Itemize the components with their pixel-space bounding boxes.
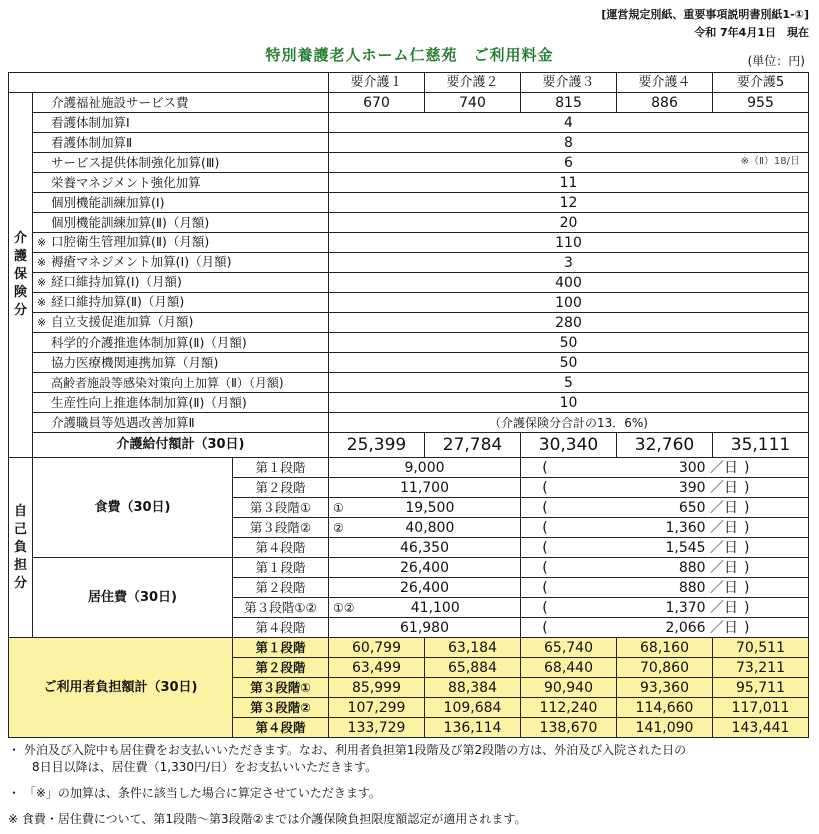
- page-title: 特別養護老人ホーム仁慈苑 ご利用料金: [265, 46, 554, 64]
- footnote: ・ 外泊及び入院中も居住費をお支払いいただきます。なお、利用者負担第1段階及び第2段階の方は、外泊及び入院された日の: [8, 743, 687, 757]
- amount-cell: ② 40,800: [329, 518, 521, 538]
- stage-label: 第４段階: [233, 618, 329, 638]
- fee-table: [8, 72, 809, 738]
- addition-row: [9, 173, 809, 193]
- row-label: 生産性向上推進体制加算(Ⅱ)（月額): [33, 393, 329, 413]
- addition-row: [9, 313, 809, 333]
- addition-row: [9, 333, 809, 353]
- user-total-cell: 88,384: [425, 678, 521, 698]
- col-care-level-3: 要介護３: [521, 73, 617, 93]
- amount-cell: 46,350: [329, 538, 521, 558]
- amount-cell: 9,000: [329, 458, 521, 478]
- stage-label: 第１段階: [233, 558, 329, 578]
- value-cell: 400: [329, 273, 809, 293]
- residence-row: [9, 558, 809, 578]
- insurance-total-row: [9, 433, 809, 458]
- stage-label: 第２段階: [233, 478, 329, 498]
- row-label: サービス提供体制強化加算(Ⅲ): [33, 153, 329, 173]
- row-label: ※ 口腔衛生管理加算(Ⅱ)（月額): [33, 233, 329, 253]
- user-total-cell: 133,729: [329, 718, 425, 738]
- value-cell: 815: [521, 93, 617, 113]
- user-total-cell: 93,360: [617, 678, 713, 698]
- self-pay-section-label: 自 己 負 担 分: [9, 458, 33, 638]
- user-total-cell: 65,740: [521, 638, 617, 658]
- food-label: 食費（30日): [33, 458, 233, 558]
- daily-rate-cell: ( 390 ／日 ): [521, 478, 809, 498]
- footnote: ・ 「※」の加算は、条件に該当した場合に算定させていただきます。: [8, 786, 381, 800]
- user-total-row: [9, 638, 809, 658]
- stage-label: 第３段階①②: [233, 598, 329, 618]
- addition-row: [9, 273, 809, 293]
- row-label: 個別機能訓練加算(Ⅰ): [33, 193, 329, 213]
- stage-label: 第３段階②: [233, 698, 329, 718]
- addition-row: [9, 373, 809, 393]
- stage-label: 第２段階: [233, 578, 329, 598]
- stage-label: 第１段階: [233, 638, 329, 658]
- user-total-cell: 141,090: [617, 718, 713, 738]
- daily-rate-cell: ( 880 ／日 ): [521, 578, 809, 598]
- value-cell: 8: [329, 133, 809, 153]
- user-total-cell: 70,511: [713, 638, 809, 658]
- row-label: ※ 自立支援促進加算（月額): [33, 313, 329, 333]
- daily-rate-cell: ( 880 ／日 ): [521, 558, 809, 578]
- addition-row: [9, 113, 809, 133]
- user-total-cell: 60,799: [329, 638, 425, 658]
- total-cell: 35,111: [713, 433, 809, 458]
- value-cell: 50: [329, 353, 809, 373]
- footnotes: [8, 742, 813, 828]
- document-reference: [運営規定別紙、重要事項説明書別紙1-①]: [601, 8, 809, 21]
- user-total-cell: 63,499: [329, 658, 425, 678]
- user-total-cell: 63,184: [425, 638, 521, 658]
- value-cell: 3: [329, 253, 809, 273]
- total-cell: 30,340: [521, 433, 617, 458]
- addition-row: [9, 253, 809, 273]
- row-label: 科学的介護推進体制加算(Ⅱ)（月額): [33, 333, 329, 353]
- header-row: [9, 73, 809, 93]
- amount-cell: ①② 41,100: [329, 598, 521, 618]
- stage-label: 第４段階: [233, 538, 329, 558]
- value-cell: 10: [329, 393, 809, 413]
- user-total-cell: 117,011: [713, 698, 809, 718]
- user-total-cell: 109,684: [425, 698, 521, 718]
- daily-rate-cell: ( 1,360 ／日 ): [521, 518, 809, 538]
- food-row: [9, 458, 809, 478]
- value-cell: 11: [329, 173, 809, 193]
- value-cell: （介護保険分合計の13．6%): [329, 413, 809, 433]
- daily-rate-cell: ( 2,066 ／日 ): [521, 618, 809, 638]
- total-cell: 32,760: [617, 433, 713, 458]
- row-label: ※ 経口維持加算(Ⅰ)（月額): [33, 273, 329, 293]
- value-cell: 100: [329, 293, 809, 313]
- addition-row: [9, 293, 809, 313]
- total-cell: 27,784: [425, 433, 521, 458]
- row-label: 看護体制加算Ⅰ: [33, 113, 329, 133]
- addition-row: [9, 153, 809, 173]
- row-label: 栄養マネジメント強化加算: [33, 173, 329, 193]
- row-label: 高齢者施設等感染対策向上加算（Ⅱ）（月額): [33, 373, 329, 393]
- amount-cell: ① 19,500: [329, 498, 521, 518]
- stage-label: 第４段階: [233, 718, 329, 738]
- row-label: 看護体制加算Ⅱ: [33, 133, 329, 153]
- stage-label: 第１段階: [233, 458, 329, 478]
- row-label: 個別機能訓練加算(Ⅱ)（月額): [33, 213, 329, 233]
- footnote: ※ 食費・居住費について、第1段階～第3段階②までは介護保険負担限度額認定が適用されます。: [8, 812, 527, 826]
- row-label: 協力医療機関連携加算（月額): [33, 353, 329, 373]
- user-total-cell: 136,114: [425, 718, 521, 738]
- residence-label: 居住費（30日): [33, 558, 233, 638]
- value-cell: 955: [713, 93, 809, 113]
- user-total-cell: 107,299: [329, 698, 425, 718]
- col-care-level-5: 要介護5: [713, 73, 809, 93]
- addition-row: [9, 413, 809, 433]
- addition-row: [9, 133, 809, 153]
- daily-rate-cell: ( 300 ／日 ): [521, 458, 809, 478]
- row-label: 介護福祉施設サービス費: [33, 93, 329, 113]
- amount-cell: 26,400: [329, 558, 521, 578]
- user-total-cell: 70,860: [617, 658, 713, 678]
- value-cell: 886: [617, 93, 713, 113]
- user-total-cell: 114,660: [617, 698, 713, 718]
- user-total-cell: 68,160: [617, 638, 713, 658]
- value-cell: 110: [329, 233, 809, 253]
- effective-date: 令和 7年4月1日 現在: [694, 26, 809, 39]
- value-cell: 5: [329, 373, 809, 393]
- footnote: 8日目以降は、居住費（1,330円/日）をお支払いいただきます。: [32, 760, 378, 774]
- amount-cell: 11,700: [329, 478, 521, 498]
- total-cell: 25,399: [329, 433, 425, 458]
- daily-rate-cell: ( 1,545 ／日 ): [521, 538, 809, 558]
- header-blank: [9, 73, 329, 93]
- daily-rate-cell: ( 650 ／日 ): [521, 498, 809, 518]
- service-note: ※（Ⅱ）18/日: [740, 156, 800, 167]
- user-total-cell: 112,240: [521, 698, 617, 718]
- insurance-base-row: [9, 93, 809, 113]
- value-cell: 670: [329, 93, 425, 113]
- unit-label: (単位：円): [747, 54, 805, 68]
- insurance-total-label: 介護給付額計（30日): [33, 433, 329, 458]
- insurance-section-label: 介 護 保 険 分: [9, 93, 33, 458]
- addition-row: [9, 233, 809, 253]
- user-total-label: ご利用者負担額計（30日): [9, 638, 233, 738]
- col-care-level-2: 要介護２: [425, 73, 521, 93]
- addition-row: [9, 393, 809, 413]
- stage-label: 第３段階①: [233, 498, 329, 518]
- value-cell: 6 ※（Ⅱ）18/日: [329, 153, 809, 173]
- value-cell: 4: [329, 113, 809, 133]
- addition-row: [9, 213, 809, 233]
- addition-row: [9, 353, 809, 373]
- amount-cell: 26,400: [329, 578, 521, 598]
- value-cell: 50: [329, 333, 809, 353]
- addition-row: [9, 193, 809, 213]
- user-total-cell: 65,884: [425, 658, 521, 678]
- user-total-cell: 143,441: [713, 718, 809, 738]
- col-care-level-4: 要介護４: [617, 73, 713, 93]
- row-label: ※ 褥瘡マネジメント加算(Ⅰ)（月額): [33, 253, 329, 273]
- stage-label: 第２段階: [233, 658, 329, 678]
- daily-rate-cell: ( 1,370 ／日 ): [521, 598, 809, 618]
- row-label: 介護職員等処遇改善加算Ⅱ: [33, 413, 329, 433]
- amount-cell: 61,980: [329, 618, 521, 638]
- user-total-cell: 85,999: [329, 678, 425, 698]
- value-cell: 740: [425, 93, 521, 113]
- col-care-level-1: 要介護１: [329, 73, 425, 93]
- user-total-cell: 138,670: [521, 718, 617, 738]
- value-cell: 12: [329, 193, 809, 213]
- user-total-cell: 73,211: [713, 658, 809, 678]
- value-cell: 20: [329, 213, 809, 233]
- stage-label: 第３段階②: [233, 518, 329, 538]
- user-total-cell: 95,711: [713, 678, 809, 698]
- stage-label: 第３段階①: [233, 678, 329, 698]
- user-total-cell: 68,440: [521, 658, 617, 678]
- user-total-cell: 90,940: [521, 678, 617, 698]
- value-cell: 280: [329, 313, 809, 333]
- row-label: ※ 経口維持加算(Ⅱ)（月額): [33, 293, 329, 313]
